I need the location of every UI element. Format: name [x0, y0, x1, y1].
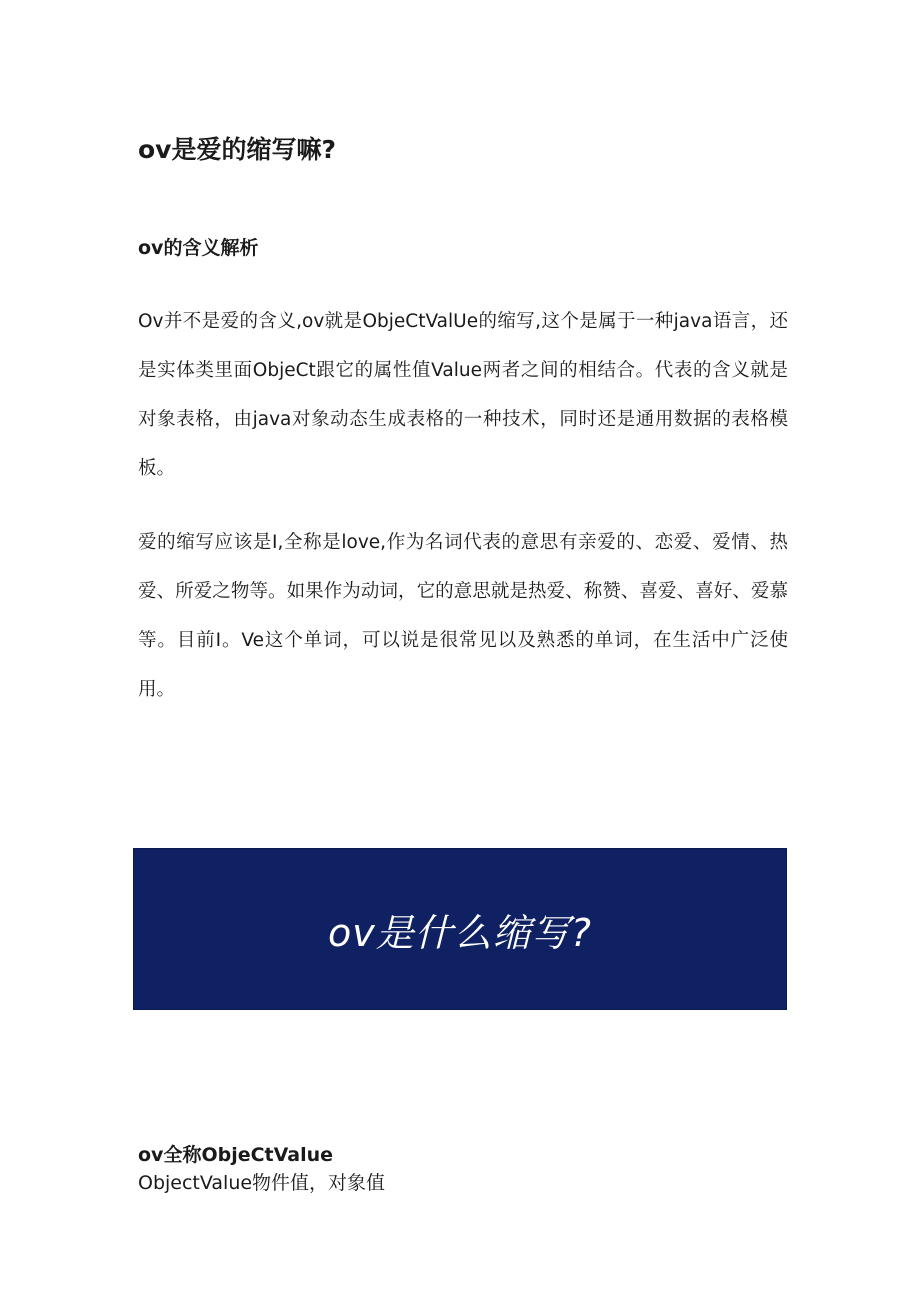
banner	[134, 849, 786, 1009]
banner-title: ov是什么缩写?	[328, 910, 592, 955]
section-heading-meaning: ov的含义解析	[138, 237, 259, 259]
paragraph-ov-meaning: Ov并不是爱的含义,ov就是ObjeCtValUe的缩写,这个是属于一种java语言，还是实体类里面ObjeCt跟它的属性值Value两者之间的相结合。代表的含义就是对象表格，由java对象动态生成表格的一种技术，同时还是通用数据的表格模板。	[138, 311, 788, 479]
paragraph-love-abbreviation: 爱的缩写应该是I,全称是love,作为名词代表的意思有亲爱的、恋爱、爱情、热爱、所爱之物等。如果作为动词，它的意思就是热爱、称赞、喜爱、喜好、爱慕等。目前I。Ve这个单词，可以说是很常见以及熟悉的单词，在生活中广泛使用。	[138, 532, 788, 700]
definition-line: ObjectValue物件值，对象值	[138, 1172, 386, 1194]
page-title: ov是爱的缩写嘛?	[138, 135, 336, 164]
section-heading-fullname: ov全称ObjeCtValue	[138, 1144, 334, 1166]
